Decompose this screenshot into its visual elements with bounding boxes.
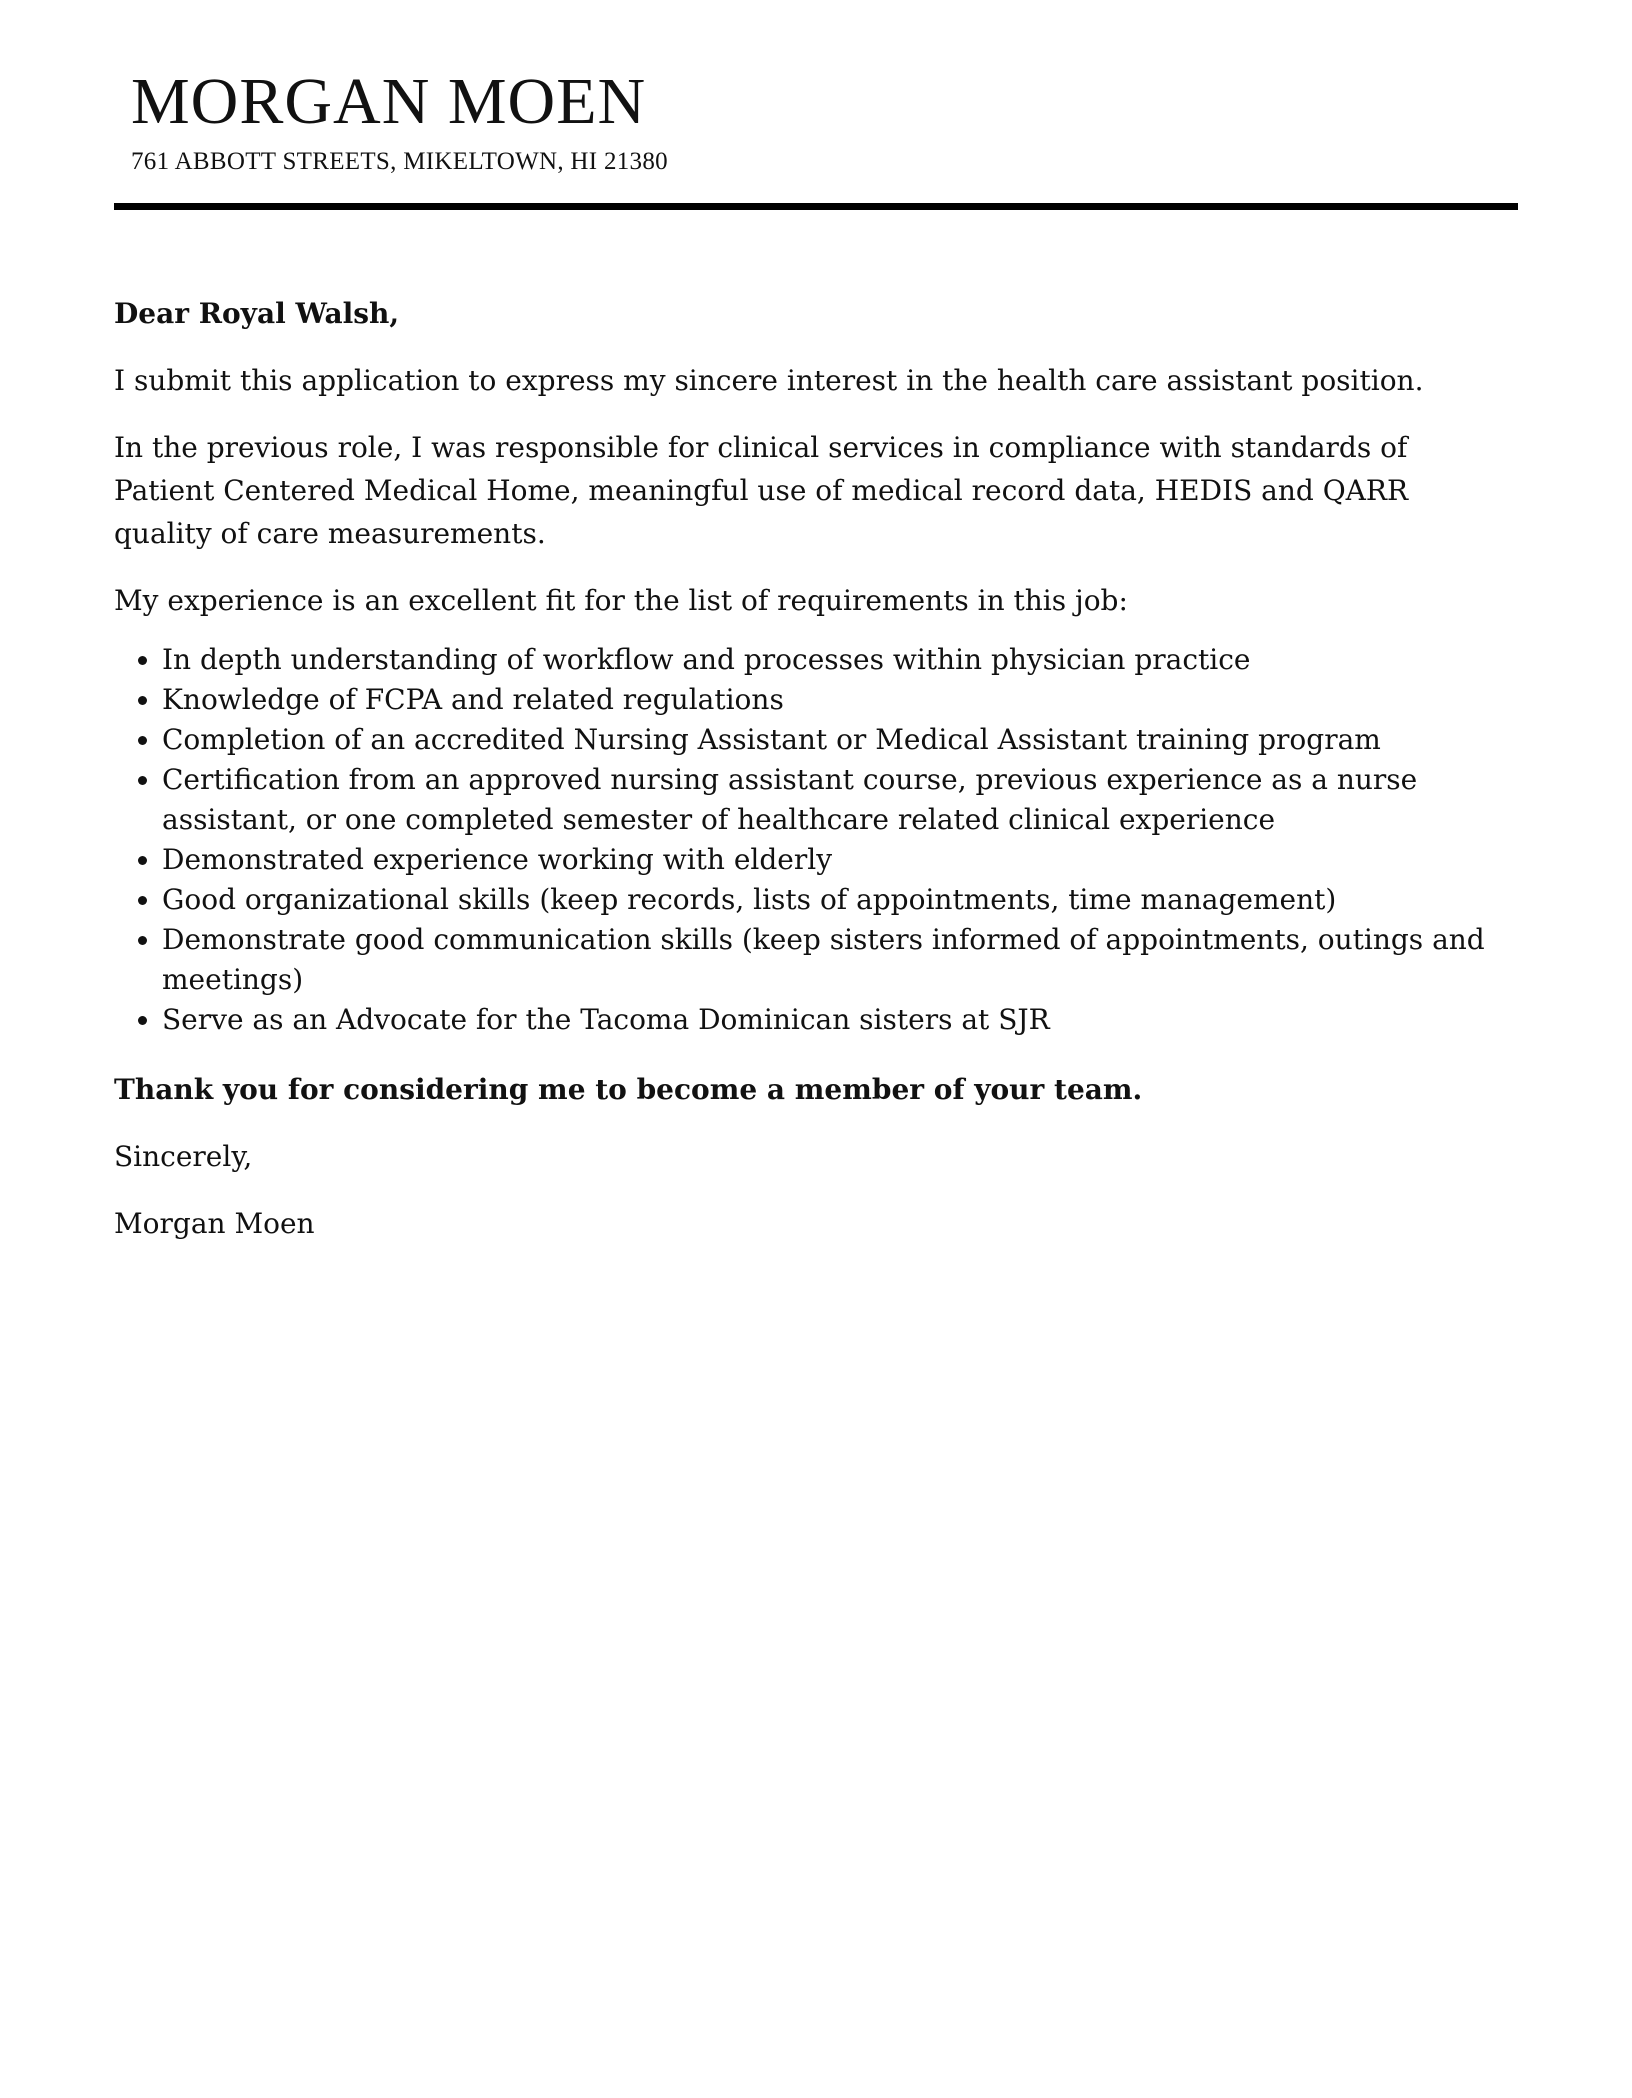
valediction: Sincerely, [114,1140,253,1173]
list-item: • Good organizational skills (keep records, lists of appointments, time management) [162,880,1504,920]
requirements-intro: My experience is an excellent fit for the list of requirements in this job: [114,584,1128,617]
list-item: • Completion of an accredited Nursing Assistant or Medical Assistant training program [162,720,1504,760]
letter-header [131,64,1531,178]
list-item: • Certification from an approved nursing assistant course, previous experience as a nurse assistant, or one completed semester of healthcare related clinical experience [162,760,1504,840]
applicant-address: 761 ABBOTT STREETS, MIKELTOWN, HI 21380 [131,148,668,175]
requirements-list [114,640,1504,1040]
list-item: • Serve as an Advocate for the Tacoma Dominican sisters at SJR [162,1000,1504,1040]
closing-statement: Thank you for considering me to become a member of your team. [114,1073,1143,1106]
letter-body [114,292,1504,1269]
list-item: • Demonstrate good communication skills (keep sisters informed of appointments, outings and meetings) [162,920,1504,1000]
list-item: • Knowledge of FCPA and related regulations [162,680,1504,720]
signature-name: Morgan Moen [114,1207,315,1240]
header-divider [114,203,1518,210]
list-item: • In depth understanding of workflow and processes within physician practice [162,640,1504,680]
list-item: • Demonstrated experience working with elderly [162,840,1504,880]
applicant-name: MORGAN MOEN [131,65,647,138]
paragraph-previous-role: In the previous role, I was responsible for clinical services in compliance with standards of Patient Centered Medical Home, meaningful use of medical record data, HEDIS and QARR quality of care measurements. [114,431,1409,550]
greeting: Dear Royal Walsh, [114,297,400,330]
paragraph-intro: I submit this application to express my sincere interest in the health care assistant position. [114,364,1424,397]
